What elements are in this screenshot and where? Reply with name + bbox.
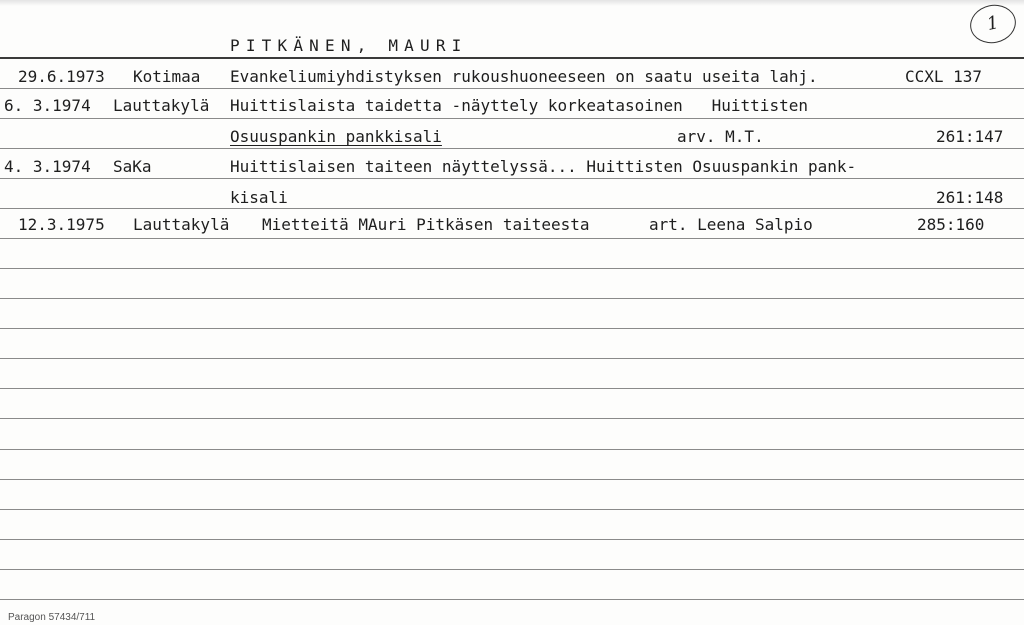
card-rule bbox=[0, 479, 1024, 480]
card-footer: Paragon 57434/711 bbox=[8, 612, 96, 623]
entry-note: arv. M.T. bbox=[677, 127, 764, 146]
card-rule bbox=[0, 88, 1024, 89]
entry-ref: 285:160 bbox=[917, 215, 985, 234]
card-rule bbox=[0, 268, 1024, 269]
card-rule bbox=[0, 298, 1024, 299]
card-rule bbox=[0, 539, 1024, 540]
entry-date: 4. 3.1974 bbox=[4, 157, 91, 176]
entry-note: art. Leena Salpio bbox=[649, 215, 813, 234]
entry-source: SaKa bbox=[113, 157, 152, 176]
card-number: 1 bbox=[985, 12, 1001, 35]
card-rule bbox=[0, 118, 1024, 119]
entry-text: Evankeliumiyhdistyksen rukoushuoneeseen on saatu useita lahj. bbox=[230, 67, 818, 86]
card-rule bbox=[0, 148, 1024, 149]
entry-text: Huittislaisen taiteen näyttelyssä... Huittisten Osuuspankin pank- bbox=[230, 157, 857, 176]
entry-date: 12.3.1975 bbox=[18, 215, 105, 234]
card-number-stamp bbox=[967, 1, 1020, 48]
card-rule bbox=[0, 599, 1024, 600]
card-rule bbox=[0, 509, 1024, 510]
entry-source: Lauttakylä bbox=[133, 215, 230, 234]
card-rule bbox=[0, 449, 1024, 450]
entry-source: Lauttakylä bbox=[113, 96, 210, 115]
entry-continuation: Osuuspankin pankkisali bbox=[230, 127, 442, 146]
card-rule bbox=[0, 328, 1024, 329]
card-rule bbox=[0, 178, 1024, 179]
entry-text: Mietteitä MAuri Pitkäsen taiteesta bbox=[262, 215, 590, 234]
entry-ref: 261:147 bbox=[936, 127, 1004, 146]
card-rule bbox=[0, 208, 1024, 209]
entry-date: 29.6.1973 bbox=[18, 67, 105, 86]
card-top-edge bbox=[0, 0, 1024, 6]
entry-source: Kotimaa bbox=[133, 67, 201, 86]
entry-ref: CCXL 137 bbox=[905, 67, 983, 86]
card-rule bbox=[0, 569, 1024, 570]
entry-ref: 261:148 bbox=[936, 188, 1004, 207]
card-rule bbox=[0, 388, 1024, 389]
card-title: PITKÄNEN, MAURI bbox=[230, 36, 468, 55]
title-rule bbox=[0, 57, 1024, 59]
entry-text: Huittislaista taidetta -näyttely korkeatasoinen Huittisten bbox=[230, 96, 808, 115]
card-rule bbox=[0, 358, 1024, 359]
entry-date: 6. 3.1974 bbox=[4, 96, 91, 115]
entry-continuation: kisali bbox=[230, 188, 288, 207]
card-rule bbox=[0, 418, 1024, 419]
card-rule bbox=[0, 238, 1024, 239]
